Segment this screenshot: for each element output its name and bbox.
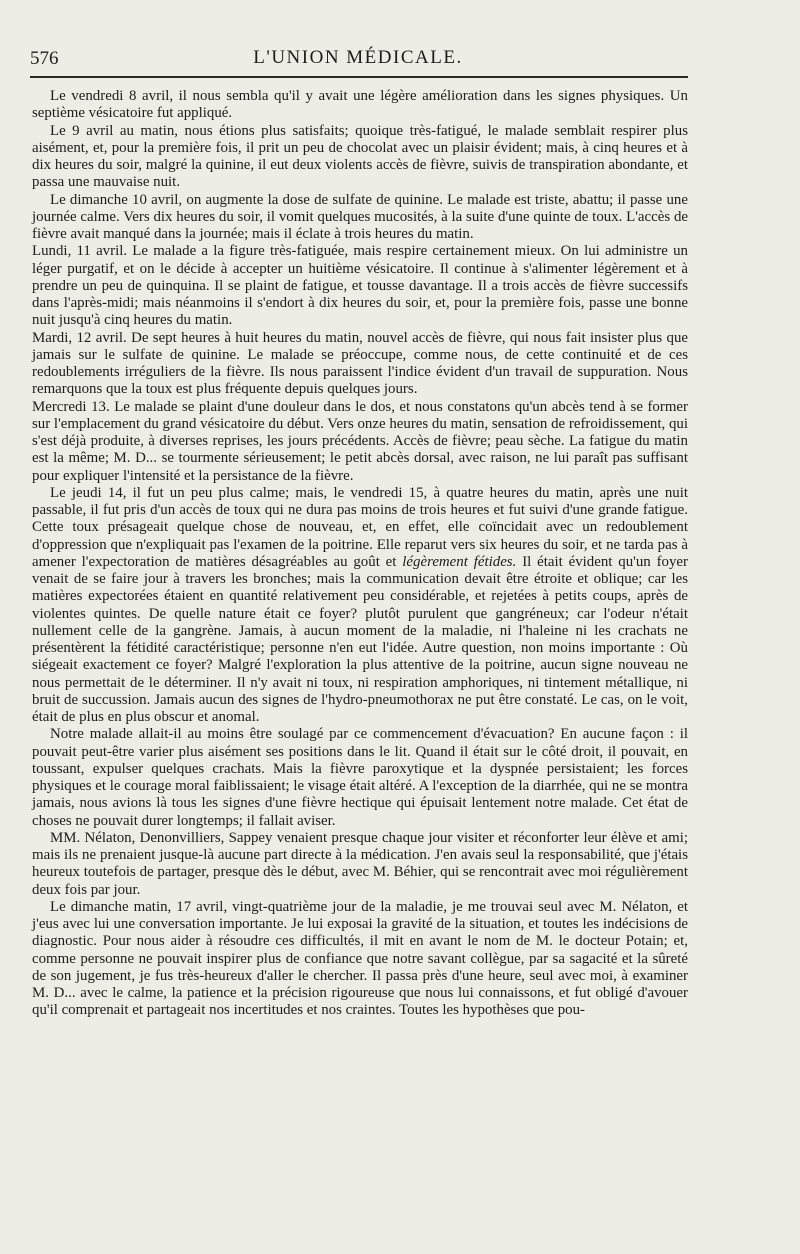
paragraph-5: Mardi, 12 avril. De sept heures à huit heures du matin, nouvel accès de fièvre, qui nous fait insister plus que jamais sur le sulfate de quinine. Le malade se préoccupe, comme nous, de cette continuité et de ces redoublements irréguliers de la fièvre. Ils nous paraissent l'indice évident d'un travail de suppuration. Nous remarquons que la toux est plus fréquente depuis quelques jours.: [32, 329, 688, 398]
paragraph-7: [32, 485, 688, 727]
paragraph-9: MM. Nélaton, Denonvilliers, Sappey venaient presque chaque jour visiter et réconforter leur élève et ami; mais ils ne prenaient jusque-là aucune part directe à la médication. J'en avais seul la responsabilité, que j'étais heureux toutefois de partager, presque dès le début, avec M. Béhier, qui se rencontrait avec moi régulièrement deux fois par jour.: [32, 829, 688, 898]
paragraph-6: Mercredi 13. Le malade se plaint d'une douleur dans le dos, et nous constatons qu'un abcès tend à se former sur l'emplacement du grand vésicatoire du début. Vers onze heures du matin, sensation de refroidissement, qui s'est déjà produite, à diverses reprises, les jours précédents. Accès de fièvre; peau sèche. La fatigue du matin est la même; M. D... se tourmente sérieusement; le petit abcès dorsal, avec raison, ne lui paraît pas suffisant pour expliquer l'intensité et la persistance de la fièvre.: [32, 398, 688, 484]
page-number: 576: [30, 48, 59, 69]
paragraph-7-continuation: Il était évident qu'un foyer venait de se faire jour à travers les bronches; mais la communication devait être étroite et oblique; car les matières expectorées étaient en quantité relativement peu considérable, et rejetées à petits coups, après de violentes quintes. De quelle nature était ce foyer? plutôt purulent que gangréneux; car l'odeur n'était nullement celle de la gangrène. Jamais, à aucun moment de la maladie, ni l'haleine ni les crachats ne présentèrent la fétidité caractéristique; personne n'en eut l'idée. Autre question, non moins importante : Où siégeait exactement ce foyer? Malgré l'exploration la plus attentive de la poitrine, aucun signe nouveau ne nous permettait de le déterminer. Il n'y avait ni toux, ni respiration amphoriques, ni tintement métallique, ni bruit de succussion. Jamais aucun des signes de l'hydro-pneumothorax ne put être constaté. Le cas, on le voit, était de plus en plus obscur et anomal.: [32, 553, 689, 725]
italic-phrase: légèrement fétides.: [402, 553, 517, 570]
page-header: [30, 42, 686, 74]
paragraph-8: Notre malade allait-il au moins être soulagé par ce commencement d'évacuation? En aucune façon : il pouvait peut-être varier plus aisément ses positions dans le lit. Quand il était sur le côté droit, il pouvait, en toussant, expulser quelques crachats. Mais la fièvre paroxytique et la dyspnée persistaient; les forces physiques et le courage moral faiblissaient; le visage était altéré. A l'exception de la diarrhée, qui ne se montra jamais, nous avions là tous les signes d'une fièvre hectique qui épuisait lentement notre malade. Cet état de choses ne pouvait durer longtemps; il fallait aviser.: [32, 726, 688, 829]
paragraph-4: Lundi, 11 avril. Le malade a la figure très-fatiguée, mais respire certainement mieux. On lui administre un léger purgatif, et on le décide à accepter un huitième vésicatoire. Il continue à s'alimenter légèrement et à prendre un peu de quinquina. Il se plaint de fatigue, et tousse davantage. Il a trois accès de fièvre successifs dans l'après-midi; mais néanmoins il s'endort à dix heures du soir, et, pour la première fois, passe une bonne nuit jusqu'à cinq heures du matin.: [32, 243, 688, 329]
paragraph-7-text: Le jeudi 14, il fut un peu plus calme; mais, le vendredi 15, à quatre heures du matin, après une nuit passable, il fut pris d'un accès de toux qui ne dura pas moins de trois heures et fut suivi d'une grande fatigue. Cette toux présageait quelque chose de nouveau, et, en effet, elle coïncidait avec un redoublement d'oppression que n'expliquait pas l'examen de la poitrine. Elle reparut vers six heures du soir, et ne tarda pas à amener l'expectoration de matières désagréables au goût et: [32, 484, 688, 570]
article-body: [32, 88, 688, 1020]
header-rule: [30, 76, 688, 78]
paragraph-1: Le vendredi 8 avril, il nous sembla qu'il y avait une légère amélioration dans les signes physiques. Un septième vésicatoire fut appliqué.: [32, 88, 688, 122]
running-title: L'UNION MÉDICALE.: [253, 47, 463, 68]
paragraph-10: Le dimanche matin, 17 avril, vingt-quatrième jour de la maladie, je me trouvai seul avec M. Nélaton, et j'eus avec lui une conversation importante. Je lui exposai la gravité de la situation, et toutes les indécisions de diagnostic. Pour nous aider à résoudre ces difficultés, il mit en avant le nom de M. le docteur Potain; et, comme personne ne pouvait inspirer plus de confiance que notre savant collègue, par sa sagacité et la sûreté de son jugement, je fus très-heureux d'aller le chercher. Il passa près d'une heure, seul avec moi, à examiner M. D... avec le calme, la patience et la précision rigoureuse que nous lui connaissons, et fut obligé d'avouer qu'il comprenait et partageait nos incertitudes et nos craintes. Toutes les hypothèses que pou-: [32, 898, 688, 1019]
paragraph-2: Le 9 avril au matin, nous étions plus satisfaits; quoique très-fatigué, le malade semblait respirer plus aisément, et, pour la première fois, il prit un peu de chocolat avec un plaisir évident; mais, à cinq heures et à dix heures du soir, malgré la quinine, il eut deux violents accès de fièvre, suivis de transpiration abondante, et passa une mauvaise nuit.: [32, 122, 688, 191]
paragraph-3: Le dimanche 10 avril, on augmente la dose de sulfate de quinine. Le malade est triste, abattu; il passe une journée calme. Vers dix heures du soir, il vomit quelques mucosités, à la suite d'une quinte de toux. L'accès de fièvre avait manqué dans la journée; mais il éclate à trois heures du matin.: [32, 191, 688, 242]
